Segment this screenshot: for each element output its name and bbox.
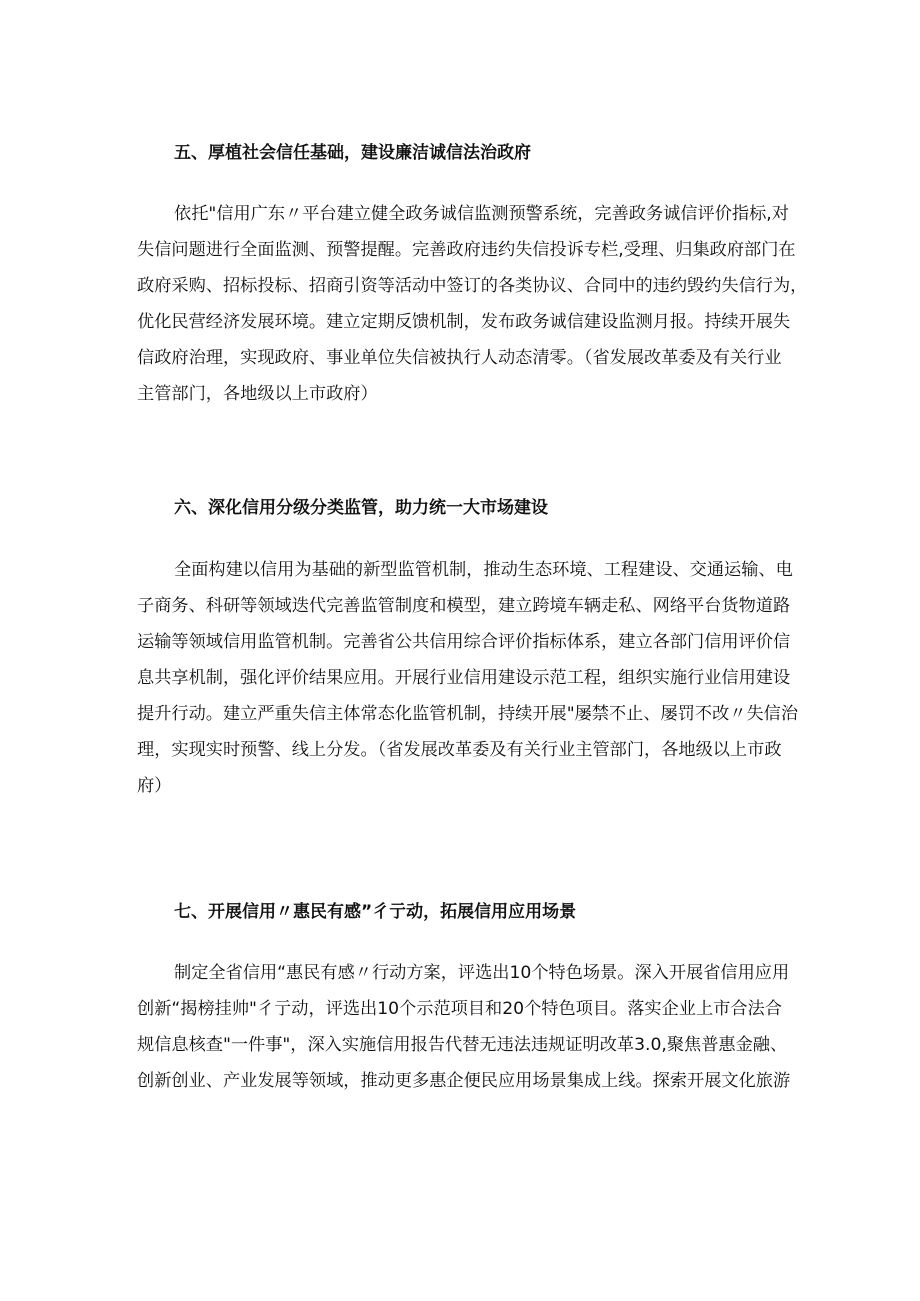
section-paragraph-6	[137, 552, 807, 804]
paragraph-line: 优化民营经济发展环境。建立定期反馈机制，发布政务诚信建设监测月报。持续开展失	[137, 312, 791, 332]
paragraph-line: 理，实现实时预警、线上分发。（省发展改革委及有关行业主管部门，各地级以上市政	[137, 740, 782, 760]
paragraph-line: 规信息核查"一件事"，深入实施信用报告代替无违法违规证明改革3.0,聚焦普惠金融、	[137, 1035, 788, 1055]
paragraph-line: 府）	[137, 776, 172, 796]
paragraph-line: 全面构建以信用为基础的新型监管机制，推动生态环境、工程建设、交通运输、电	[174, 560, 793, 580]
paragraph-line: 创新“揭榜挂帅"彳亍动，评选出10个示范项目和20个特色项目。落实企业上市合法合	[137, 999, 782, 1019]
paragraph-line: 主管部门，各地级以上市政府）	[137, 384, 378, 404]
section-paragraph-5	[137, 196, 807, 412]
paragraph-line: 提升行动。建立严重失信主体常态化监管机制，持续开展"屡禁不止、屡罚不改〃失信治	[137, 704, 799, 724]
section-heading-5: 五、厚植社会信任基础，建设廉洁诚信法治政府	[174, 143, 531, 163]
paragraph-line: 运输等领域信用监管机制。完善省公共信用综合评价指标体系，建立各部门信用评价信	[137, 632, 791, 652]
paragraph-line: 信政府治理，实现政府、事业单位失信被执行人动态清零。（省发展改革委及有关行业	[137, 348, 782, 368]
section-paragraph-7	[137, 955, 807, 1099]
paragraph-line: 子商务、科研等领域迭代完善监管制度和模型，建立跨境车辆走私、网络平台货物道路	[137, 596, 791, 616]
paragraph-line: 息共享机制，强化评价结果应用。开展行业信用建设示范工程，组织实施行业信用建设	[137, 668, 791, 688]
paragraph-line: 制定全省信用“惠民有感〃行动方案，评选出10个特色场景。深入开展省信用应用	[174, 963, 790, 983]
section-heading-6: 六、深化信用分级分类监管，助力统一大市场建设	[174, 498, 548, 518]
paragraph-line: 失信问题进行全面监测、预警提醒。完善政府违约失信投诉专栏,受理、归集政府部门在	[137, 240, 796, 260]
paragraph-line: 政府采购、招标投标、招商引资等活动中签订的各类协议、合同中的违约毁约失信行为，	[137, 276, 808, 296]
paragraph-line: 依托"信用广东〃平台建立健全政务诚信监测预警系统，完善政务诚信评价指标,对	[174, 204, 789, 224]
paragraph-line: 创新创业、产业发展等领域，推动更多惠企便民应用场景集成上线。探索开展文化旅游	[137, 1071, 791, 1091]
section-heading-7: 七、开展信用〃惠民有感”彳亍动，拓展信用应用场景	[174, 902, 577, 922]
